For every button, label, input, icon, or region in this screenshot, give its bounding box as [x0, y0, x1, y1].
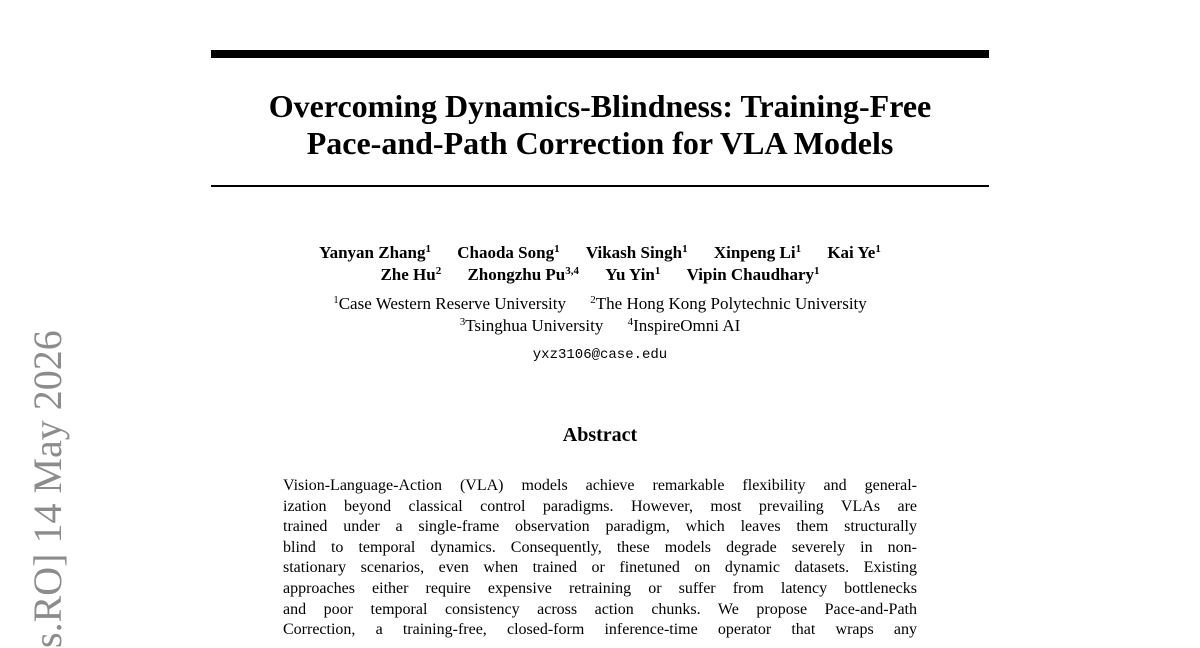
affiliation-name: InspireOmni AI — [633, 316, 741, 335]
author-affiliation-mark: 1 — [554, 243, 560, 255]
affiliation — [628, 315, 741, 337]
affiliation-mark: 3 — [459, 316, 466, 328]
author-affiliation-mark: 1 — [425, 243, 431, 255]
contact-email: yxz3106@case.edu — [532, 347, 668, 363]
author — [605, 264, 660, 286]
affiliation-line — [211, 315, 989, 337]
author-name: Chaoda Song — [457, 243, 555, 262]
author-affiliation-mark: 1 — [654, 265, 661, 277]
abstract-line: blind to temporal dynamics. Consequently, these models degrade severely in non- — [283, 538, 917, 556]
title-top-rule — [211, 50, 989, 58]
author-name: Zhe Hu — [380, 265, 436, 284]
affiliation — [590, 293, 867, 315]
affiliation-mark: 2 — [590, 294, 596, 306]
author-affiliation-mark: 3,4 — [565, 265, 580, 277]
abstract-line: stationary scenarios, even when trained or finetuned on dynamic datasets. Existing — [283, 559, 917, 577]
abstract-text — [283, 476, 917, 641]
abstract-line: Correction, a training-free, closed-form inference-time operator that wraps any — [283, 621, 917, 639]
author-line — [211, 264, 989, 286]
author-name: Kai Ye — [827, 243, 876, 262]
author-name: Vipin Chaudhary — [686, 265, 815, 284]
author — [827, 242, 881, 264]
affiliation-line — [211, 293, 989, 315]
affiliation — [333, 293, 566, 315]
author-name: Vikash Singh — [585, 243, 683, 262]
author-name: Xinpeng Li — [713, 243, 796, 262]
affiliation — [460, 315, 604, 337]
abstract-line: and poor temporal consistency across action chunks. We propose Pace-and-Path — [283, 600, 917, 618]
arxiv-identifier-stamp: s.RO] 14 May 2026 — [25, 330, 70, 648]
author-line — [211, 242, 989, 264]
affiliation-list — [211, 293, 989, 337]
abstract-line: Vision-Language-Action (VLA) models achieve remarkable flexibility and general- — [283, 477, 917, 494]
abstract-line: trained under a single-frame observation paradigm, which leaves them structurally — [283, 518, 917, 536]
author — [380, 264, 441, 286]
author-affiliation-mark: 1 — [795, 243, 802, 255]
abstract-line: ization beyond classical control paradigms. However, most prevailing VLAs are — [283, 497, 917, 515]
author-name: Yanyan Zhang — [319, 243, 426, 262]
author — [457, 242, 559, 264]
author-affiliation-mark: 2 — [435, 265, 442, 277]
author — [586, 242, 688, 264]
affiliation-mark: 4 — [627, 316, 634, 328]
affiliation-name: Case Western Reserve University — [338, 294, 567, 313]
author-affiliation-mark: 1 — [814, 265, 820, 277]
affiliation-name: Tsinghua University — [465, 316, 604, 335]
title-bottom-rule — [211, 185, 989, 187]
author-name: Zhongzhu Pu — [467, 265, 566, 284]
author — [714, 242, 801, 264]
affiliation-mark: 1 — [333, 294, 339, 306]
author-list — [211, 242, 989, 286]
author — [467, 264, 579, 286]
abstract-line: approaches either require expensive retraining or suffer from latency bottlenecks — [283, 579, 917, 597]
affiliation-name: The Hong Kong Polytechnic University — [595, 294, 867, 313]
abstract-heading: Abstract — [562, 424, 638, 446]
author-name: Yu Yin — [605, 265, 655, 284]
title-line: Overcoming Dynamics-Blindness: Training-Free — [268, 88, 932, 124]
author-affiliation-mark: 1 — [682, 243, 688, 255]
author — [319, 242, 431, 264]
author — [687, 264, 820, 286]
author-affiliation-mark: 1 — [875, 243, 881, 255]
paper-title — [211, 88, 989, 162]
title-line: Pace-and-Path Correction for VLA Models — [306, 125, 894, 161]
